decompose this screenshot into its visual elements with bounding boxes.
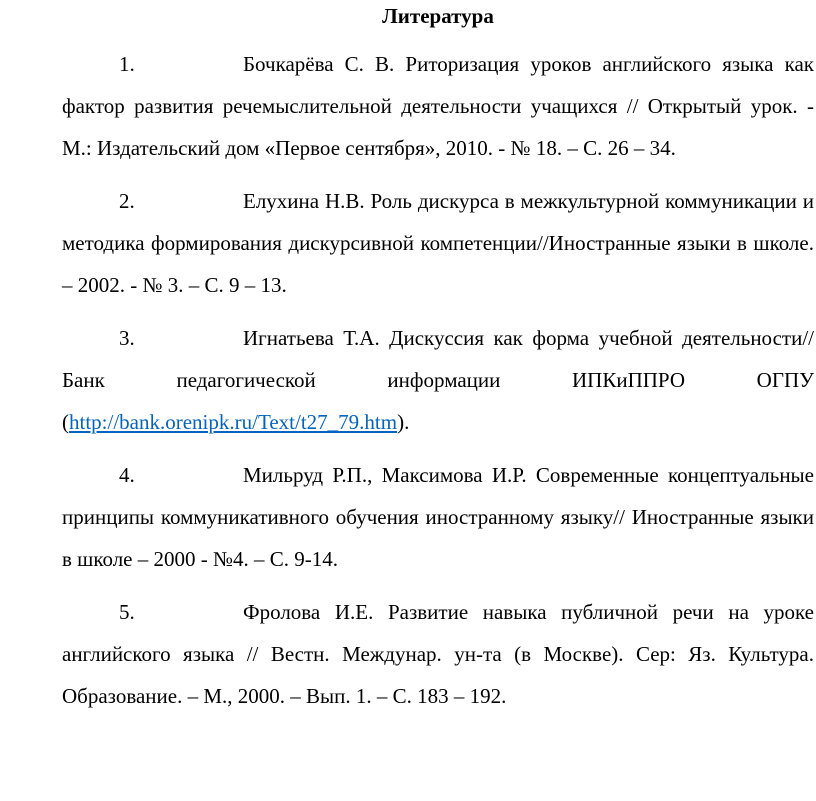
reference-url-link[interactable]: http://bank.orenipk.ru/Text/t27_79.htm: [69, 410, 398, 434]
reference-entry-5: [62, 591, 814, 717]
reference-entry-4: [62, 454, 814, 580]
reference-text: Игнатьева Т.А. Дискуссия как форма учебной деятельности//Банк педагогической информации ИПКиППРО ОГПУ (: [62, 326, 814, 434]
reference-text: Мильруд Р.П., Максимова И.Р. Современные концептуальные принципы коммуникативного обучения иностранному языку// Иностранные языки в школе – 2000 - №4. – С. 9-14.: [62, 463, 814, 571]
page-title: Литература: [382, 4, 494, 28]
reference-text-end: ).: [397, 410, 410, 434]
reference-entry-2: [62, 180, 814, 306]
reference-number: 2.: [119, 189, 135, 213]
reference-entry-3: [62, 317, 814, 443]
reference-entry-1: [62, 43, 814, 169]
reference-number: 3.: [119, 326, 135, 350]
reference-number: 5.: [119, 600, 135, 624]
reference-number: 4.: [119, 463, 135, 487]
reference-number: 1.: [119, 52, 135, 76]
reference-text: Фролова И.Е. Развитие навыка публичной речи на уроке английского языка // Вестн. Междунар. ун-та (в Москве). Сер: Яз. Культура. Образование. – М., 2000. – Вып. 1. – С. 183 – 192.: [62, 600, 814, 708]
document-page: [62, 0, 814, 717]
reference-text: Бочкарёва С. В. Риторизация уроков английского языка как фактор развития речемыслительной деятельности учащихся // Открытый урок. - М.: Издательский дом «Первое сентября», 2010. - № 18. – С. 26 – 34.: [62, 52, 814, 160]
reference-text: Елухина Н.В. Роль дискурса в межкультурной коммуникации и методика формирования дискурсивной компетенции//Иностранные языки в школе. – 2002. - № 3. – С. 9 – 13.: [62, 189, 814, 297]
